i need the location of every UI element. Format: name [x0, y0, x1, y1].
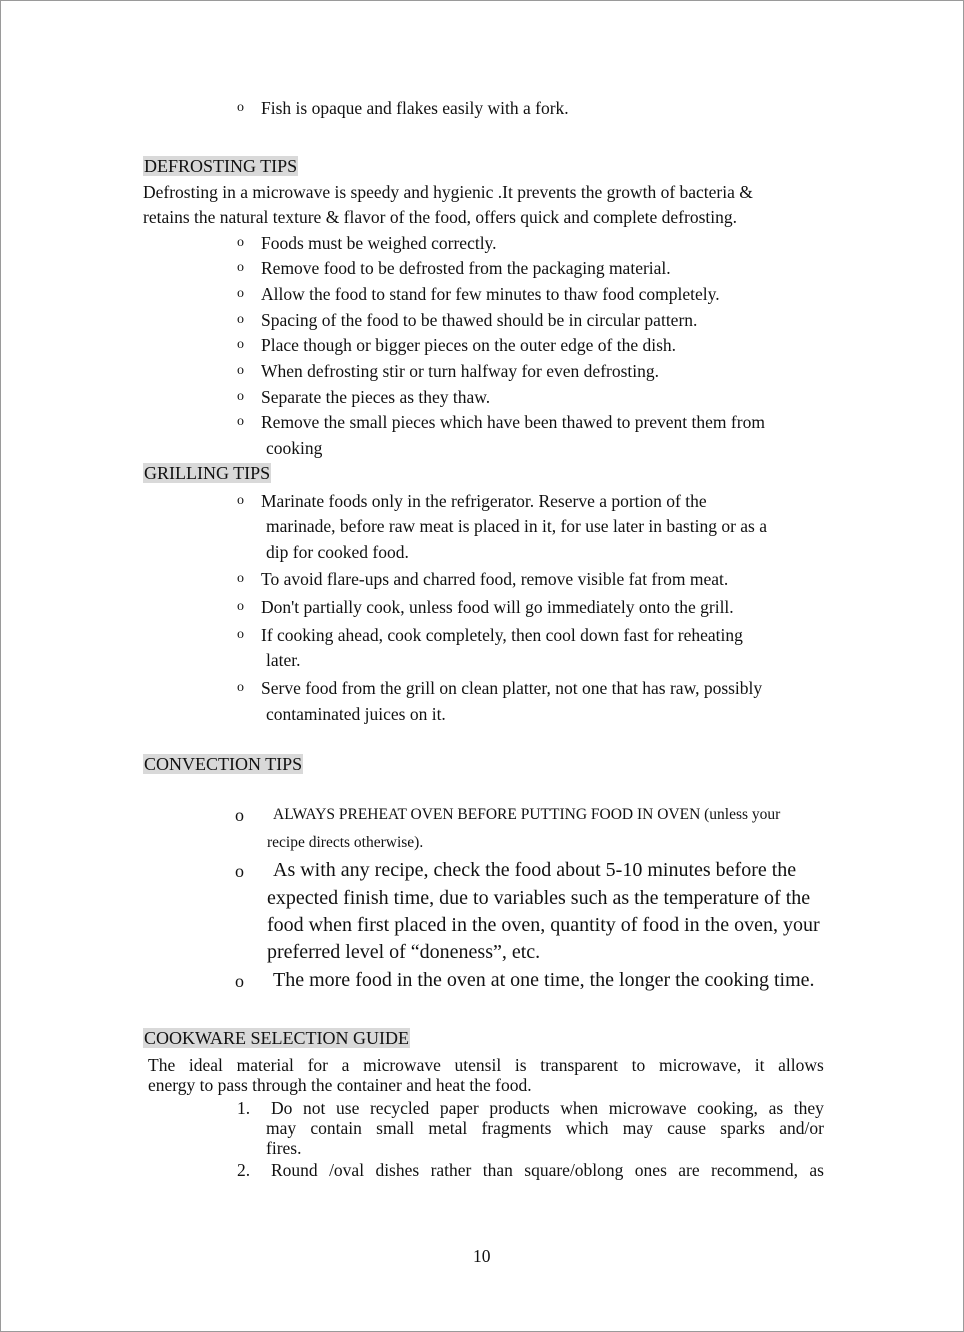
word: Do — [271, 1098, 293, 1118]
word: may — [266, 1118, 297, 1138]
bullet-marker: o — [235, 805, 244, 825]
defrosting-item: Spacing of the food to be thawed should be in circular pattern. — [261, 310, 698, 330]
word: transparent — [540, 1055, 618, 1075]
cookware-heading: COOKWARE SELECTION GUIDE — [144, 1028, 409, 1048]
word: fragments — [481, 1118, 552, 1138]
bullet-marker: o — [237, 599, 244, 614]
word: utensil — [454, 1055, 502, 1075]
word: not — [303, 1098, 326, 1118]
grilling-item-continuation: dip for cooked food. — [266, 542, 409, 562]
defrosting-item: Separate the pieces as they thaw. — [261, 387, 491, 407]
defrosting-item: Allow the food to stand for few minutes to thaw food completely. — [261, 284, 720, 304]
defrosting-heading: DEFROSTING TIPS — [144, 156, 298, 176]
bullet-marker: o — [237, 100, 244, 115]
word: to — [631, 1055, 646, 1075]
word: which — [565, 1118, 609, 1138]
justified-line — [266, 1118, 824, 1138]
justified-line — [148, 1055, 824, 1075]
top-bullet-text: Fish is opaque and flakes easily with a fork. — [261, 98, 569, 118]
word: small — [376, 1118, 415, 1138]
word: sparks — [720, 1118, 765, 1138]
word: than — [482, 1160, 513, 1180]
convection-item-continuation: food when first placed in the oven, quantity of food in the oven, your — [267, 914, 820, 936]
grilling-item-continuation: contaminated juices on it. — [266, 704, 446, 724]
word: ones — [634, 1160, 667, 1180]
defrosting-item-continuation: cooking — [266, 438, 323, 458]
word: rather — [430, 1160, 472, 1180]
word: cooking, — [697, 1098, 758, 1118]
convection-item-continuation: expected finish time, due to variables such as the temperature of the — [267, 887, 811, 909]
list-number: 2. — [237, 1160, 251, 1180]
word: microwave — [363, 1055, 441, 1075]
grilling-item-continuation: later. — [266, 650, 301, 670]
word: cause — [667, 1118, 706, 1138]
bullet-marker: o — [237, 627, 244, 642]
word: are — [678, 1160, 700, 1180]
bullet-marker: o — [237, 571, 244, 586]
convection-item-continuation: recipe directs otherwise). — [267, 834, 424, 851]
word: square/oblong — [524, 1160, 624, 1180]
bullet-marker: o — [237, 286, 244, 301]
word: material — [236, 1055, 294, 1075]
word: use — [336, 1098, 360, 1118]
word: a — [341, 1055, 350, 1075]
bullet-marker: o — [237, 312, 244, 327]
cookware-item2-line1 — [271, 1160, 824, 1180]
grilling-item-continuation: marinade, before raw meat is placed in it, for use later in basting or as a — [266, 516, 767, 536]
bullet-marker: o — [237, 337, 244, 352]
bullet-marker: o — [237, 235, 244, 250]
bullet-marker: o — [237, 363, 244, 378]
page-number: 10 — [473, 1246, 491, 1266]
convection-item: As with any recipe, check the food about 5-10 minutes before the — [273, 859, 797, 881]
word: metal — [428, 1118, 468, 1138]
grilling-item: To avoid flare-ups and charred food, remove visible fat from meat. — [261, 569, 729, 589]
word: when — [560, 1098, 599, 1118]
word: and/or — [779, 1118, 824, 1138]
word: microwave — [608, 1098, 687, 1118]
word: as — [809, 1160, 824, 1180]
word: recommend, — [711, 1160, 798, 1180]
word: contain — [310, 1118, 362, 1138]
word: as — [768, 1098, 784, 1118]
word: recycled — [369, 1098, 430, 1118]
word: may — [622, 1118, 653, 1138]
convection-heading: CONVECTION TIPS — [144, 754, 303, 774]
grilling-item: Marinate foods only in the refrigerator. Reserve a portion of the — [261, 491, 707, 511]
grilling-item: If cooking ahead, cook completely, then cool down fast for reheating — [261, 625, 743, 645]
convection-item: ALWAYS PREHEAT OVEN BEFORE PUTTING FOOD IN OVEN (unless your — [273, 806, 781, 823]
cookware-item1-line1 — [271, 1098, 824, 1118]
list-number: 1. — [237, 1098, 251, 1118]
bullet-marker: o — [237, 493, 244, 508]
word: /oval — [329, 1160, 365, 1180]
bullet-marker: o — [235, 861, 244, 881]
grilling-heading: GRILLING TIPS — [144, 463, 271, 483]
justified-line — [271, 1098, 824, 1118]
word: dishes — [375, 1160, 420, 1180]
defrosting-item: Remove the small pieces which have been thawed to prevent them from — [261, 412, 765, 432]
defrosting-item: Foods must be weighed correctly. — [261, 233, 497, 253]
cookware-item1-line3: fires. — [266, 1138, 302, 1158]
word: for — [307, 1055, 328, 1075]
cookware-intro-line1 — [148, 1055, 824, 1075]
word: they — [793, 1098, 824, 1118]
word: allows — [778, 1055, 824, 1075]
word: is — [514, 1055, 527, 1075]
word: it — [754, 1055, 765, 1075]
convection-item-continuation: preferred level of “doneness”, etc. — [267, 941, 541, 963]
bullet-marker: o — [237, 389, 244, 404]
defrosting-item: Place though or bigger pieces on the outer edge of the dish. — [261, 335, 677, 355]
convection-item: The more food in the oven at one time, the longer the cooking time. — [273, 969, 815, 991]
defrosting-item: Remove food to be defrosted from the packaging material. — [261, 258, 671, 278]
grilling-item: Serve food from the grill on clean platter, not one that has raw, possibly — [261, 678, 763, 698]
word: microwave, — [658, 1055, 742, 1075]
bullet-marker: o — [237, 260, 244, 275]
defrosting-item: When defrosting stir or turn halfway for even defrosting. — [261, 361, 660, 381]
cookware-intro-line2: energy to pass through the container and heat the food. — [148, 1075, 532, 1095]
word: ideal — [188, 1055, 223, 1075]
bullet-marker: o — [235, 971, 244, 991]
word: products — [489, 1098, 550, 1118]
justified-line — [271, 1160, 824, 1180]
bullet-marker: o — [237, 680, 244, 695]
grilling-item: Don't partially cook, unless food will go immediately onto the grill. — [261, 597, 734, 617]
word: paper — [439, 1098, 479, 1118]
cookware-item1-line2 — [266, 1118, 824, 1138]
word: Round — [271, 1160, 318, 1180]
word: The — [148, 1055, 176, 1075]
defrosting-intro-line1: Defrosting in a microwave is speedy and hygienic .It prevents the growth of bacteria & — [143, 182, 753, 202]
defrosting-intro-line2: retains the natural texture & flavor of the food, offers quick and complete defrosting. — [143, 207, 737, 227]
bullet-marker: o — [237, 414, 244, 429]
